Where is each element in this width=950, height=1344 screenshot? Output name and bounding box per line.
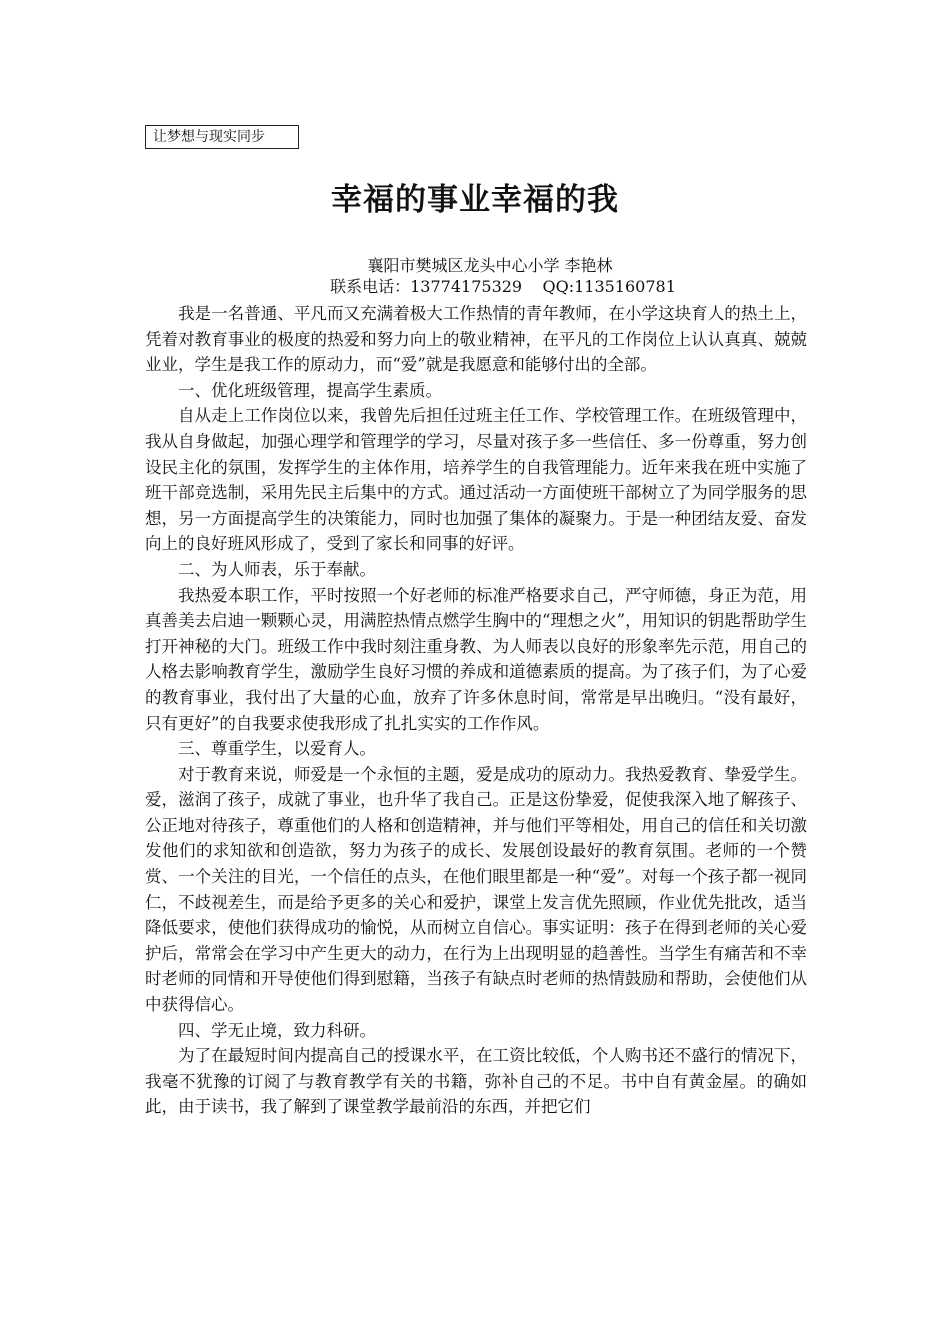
section-heading-4: 四、学无止境，致力科研。 (178, 1020, 376, 1040)
paragraph-section-4: 为了在最短时间内提高自己的授课水平，在工资比较低，个人购书还不盛行的情况下，我毫不犹豫的订阅了与教育教学有关的书籍，弥补自己的不足。书中自有黄金屋。的确如此，由于读书，我了解到了课堂教学最前沿的东西，并把它们 (145, 1046, 807, 1117)
header-tag: 让梦想与现实同步 (145, 125, 299, 149)
author-line: 襄阳市樊城区龙头中心小学 李艳林 (367, 256, 613, 275)
section-heading-1: 一、优化班级管理，提高学生素质。 (178, 380, 442, 400)
paragraph-section-3: 对于教育来说，师爱是一个永恒的主题，爱是成功的原动力。我热爱教育、挚爱学生。爱，滋润了孩子，成就了事业，也升华了我自己。正是这份挚爱，促使我深入地了解孩子、公正地对待孩子，尊重他们的人格和创造精神，并与他们平等相处，用自己的信任和关切激发他们的求知欲和创造欲，努力为孩子的成长、发展创设最好的教育氛围。老师的一个赞赏、一个关注的目光，一个信任的点头，在他们眼里都是一种“爱”。对每一个孩子都一视同仁，不歧视差生，而是给予更多的关心和爱护，课堂上发言优先照顾，作业优先批改，适当降低要求，使他们获得成功的愉悦，从而树立自信心。事实证明：孩子在得到老师的关心爱护后，常常会在学习中产生更大的动力，在行为上出现明显的趋善性。当学生有痛苦和不幸时老师的同情和开导使他们得到慰籍，当孩子有缺点时老师的热情鼓励和帮助，会使他们从中获得信心。 (145, 764, 807, 1015)
page-title: 幸福的事业幸福的我 (331, 182, 619, 218)
contact-qq: QQ:1135160781 (542, 277, 676, 296)
section-heading-3: 三、尊重学生，以爱育人。 (178, 739, 376, 759)
contact-line (0, 276, 950, 298)
paragraph-intro: 我是一名普通、平凡而又充满着极大工作热情的青年教师，在小学这块育人的热土上，凭着对教育事业的极度的热爱和努力向上的敬业精神，在平凡的工作岗位上认认真真、兢兢业业，学生是我工作的原动力，而“爱”就是我愿意和能够付出的全部。 (145, 304, 807, 375)
paragraph-section-1: 自从走上工作岗位以来，我曾先后担任过班主任工作、学校管理工作。在班级管理中，我从自身做起，加强心理学和管理学的学习，尽量对孩子多一些信任、多一份尊重，努力创设民主化的氛围，发挥学生的主体作用，培养学生的自我管理能力。近年来我在班中实施了班干部竞选制，采用先民主后集中的方式。通过活动一方面使班干部树立了为同学服务的思想，另一方面提高学生的决策能力，同时也加强了集体的凝聚力。于是一种团结友爱、奋发向上的良好班风形成了，受到了家长和同事的好评。 (145, 406, 807, 554)
article-body (145, 301, 807, 1120)
contact-phone: 联系电话：13774175329 (330, 277, 523, 296)
paragraph-section-2: 我热爱本职工作，平时按照一个好老师的标准严格要求自己，严守师德，身正为范，用真善美去启迪一颗颗心灵，用满腔热情点燃学生胸中的“理想之火”，用知识的钥匙帮助学生打开神秘的大门。班级工作中我时刻注重身教、为人师表以良好的形象率先示范，用自己的人格去影响教育学生，激励学生良好习惯的养成和道德素质的提高。为了孩子们，为了心爱的教育事业，我付出了大量的心血，放弃了许多休息时间，常常是早出晚归。“没有最好，只有更好”的自我要求使我形成了扎扎实实的工作作风。 (145, 585, 807, 733)
contact-spacer (522, 277, 542, 296)
section-heading-2: 二、为人师表，乐于奉献。 (178, 559, 376, 579)
